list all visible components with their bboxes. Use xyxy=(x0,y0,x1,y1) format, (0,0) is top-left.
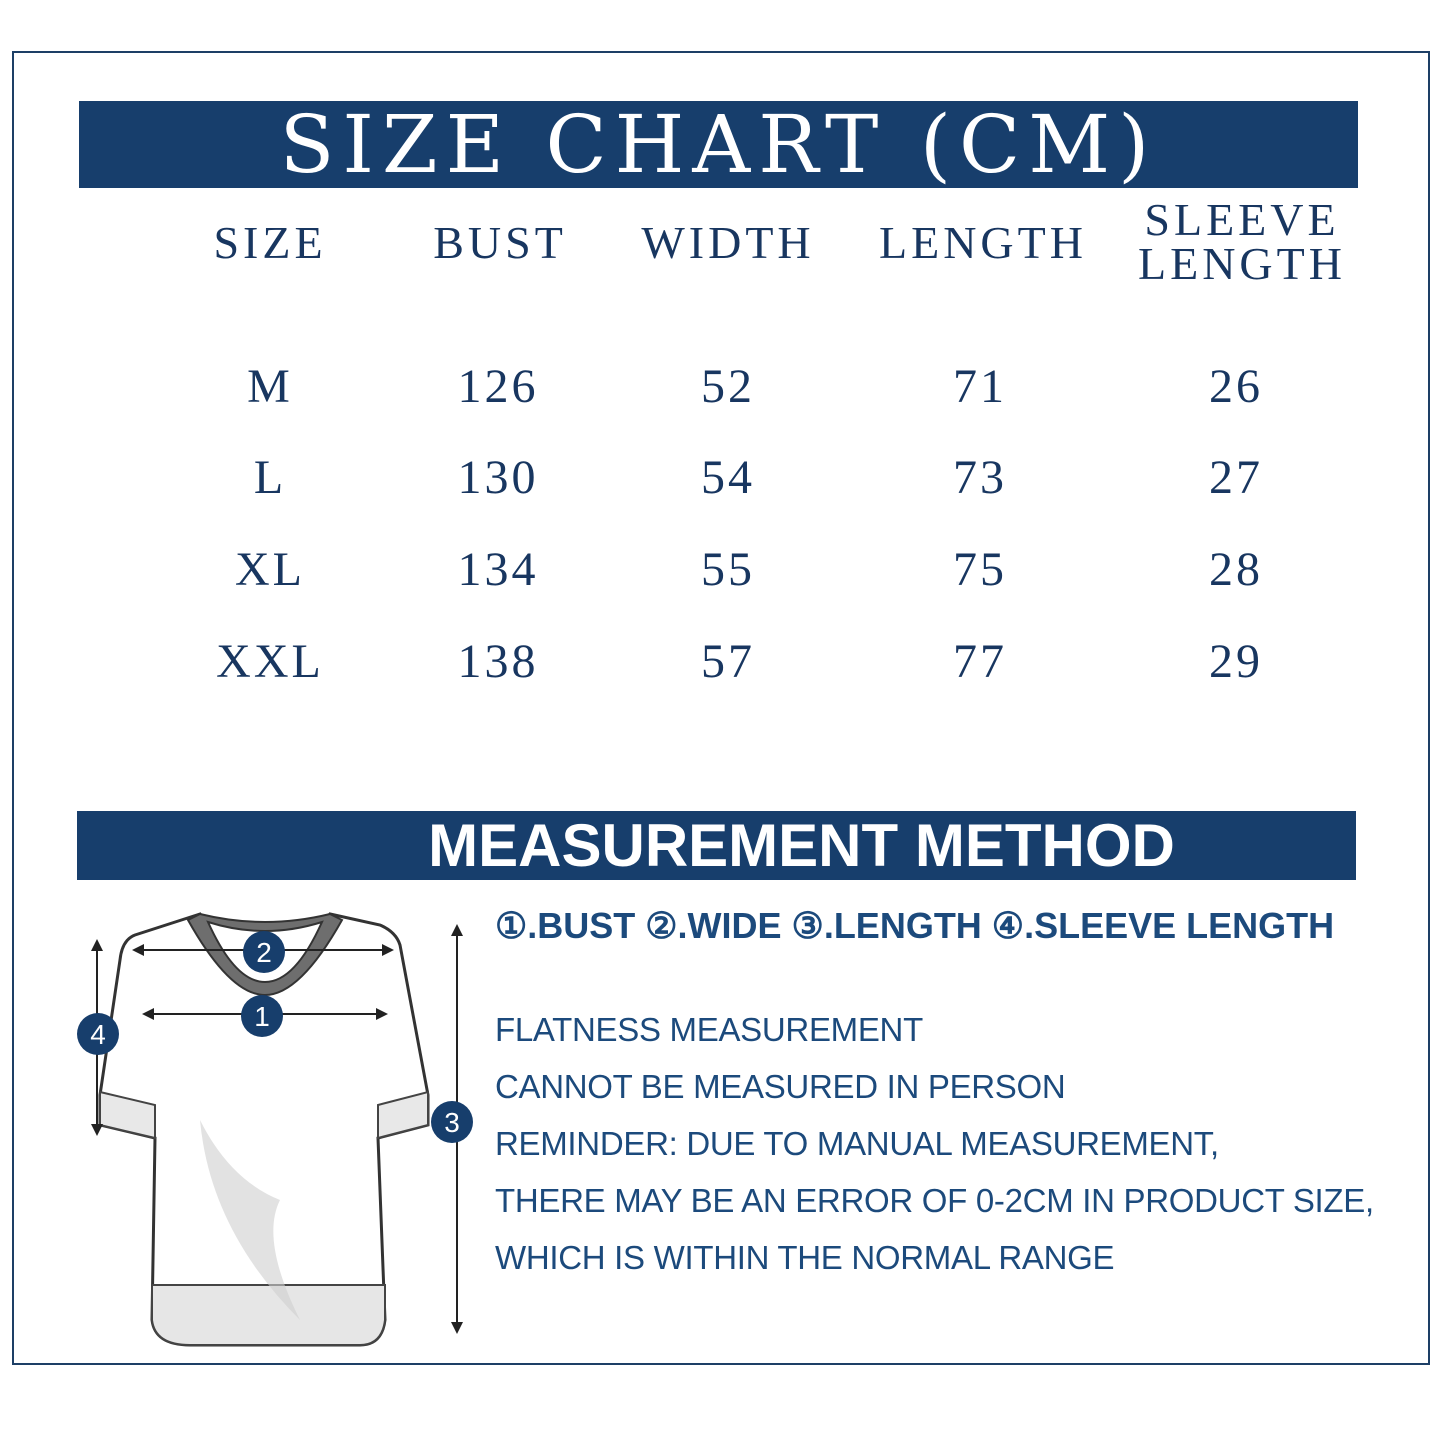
table-cell: 26 xyxy=(1209,360,1263,413)
svg-text:2: 2 xyxy=(256,937,272,968)
table-cell: XXL xyxy=(216,635,324,688)
measurement-legend: ①.BUST ②.WIDE ③.LENGTH ④.SLEEVE LENGTH xyxy=(495,905,1335,946)
page-title: SIZE CHART (CM) xyxy=(279,97,1158,191)
svg-text:4: 4 xyxy=(90,1019,106,1050)
title-banner xyxy=(79,97,1358,191)
table-cell: L xyxy=(253,451,287,504)
note-line: REMINDER: DUE TO MANUAL MEASUREMENT, xyxy=(495,1125,1219,1162)
note-line: CANNOT BE MEASURED IN PERSON xyxy=(495,1068,1066,1105)
table-cell: 134 xyxy=(457,543,539,596)
note-line: THERE MAY BE AN ERROR OF 0-2CM IN PRODUCT SIZE, xyxy=(495,1182,1374,1219)
method-title: MEASUREMENT METHOD xyxy=(428,811,1175,879)
header-size: SIZE xyxy=(213,217,327,268)
header-sleeve-length: LENGTH xyxy=(1138,238,1346,289)
note-line: FLATNESS MEASUREMENT xyxy=(495,1011,923,1048)
table-cell: 28 xyxy=(1209,543,1263,596)
table-cell: 75 xyxy=(953,543,1007,596)
table-cell: XL xyxy=(235,543,305,596)
header-bust: BUST xyxy=(433,217,567,268)
note-line: WHICH IS WITHIN THE NORMAL RANGE xyxy=(495,1239,1115,1276)
table-cell: 71 xyxy=(953,360,1007,413)
table-cell: 29 xyxy=(1209,635,1263,688)
table-cell: 130 xyxy=(457,451,539,504)
table-cell: 52 xyxy=(701,360,755,413)
table-cell: 55 xyxy=(701,543,755,596)
marker-3 xyxy=(431,1101,473,1143)
header-width: WIDTH xyxy=(641,217,815,268)
table-cell: 138 xyxy=(457,635,539,688)
marker-1 xyxy=(241,995,283,1037)
marker-2 xyxy=(243,931,285,973)
table-cell: 73 xyxy=(953,451,1007,504)
svg-text:3: 3 xyxy=(444,1107,460,1138)
marker-4 xyxy=(77,1013,119,1055)
table-cell: 27 xyxy=(1209,451,1263,504)
tshirt-diagram-icon xyxy=(60,900,490,1350)
table-cell: M xyxy=(247,360,293,413)
header-sleeve: SLEEVE xyxy=(1144,194,1340,245)
table-cell: 54 xyxy=(701,451,755,504)
method-banner xyxy=(77,811,1356,880)
table-cell: 77 xyxy=(953,635,1007,688)
svg-text:1: 1 xyxy=(254,1001,270,1032)
table-cell: 57 xyxy=(701,635,755,688)
header-length: LENGTH xyxy=(879,217,1087,268)
table-cell: 126 xyxy=(457,360,539,413)
